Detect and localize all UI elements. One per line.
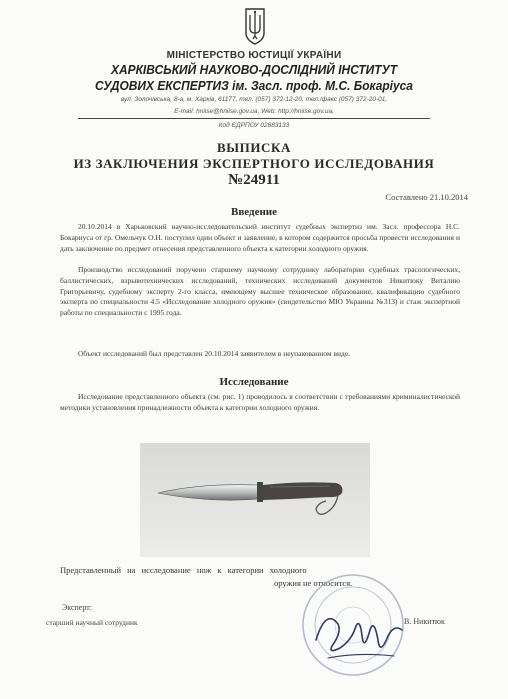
handwritten-signature-icon [308,596,408,676]
letterhead-divider [78,118,430,119]
intro-heading: Введение [230,206,278,218]
institute-name-line2: СУДОВИХ ЕКСПЕРТИЗ ім. Засл. проф. М.С. Бокаріуса [95,78,413,93]
document-title: ВЫПИСКА [216,140,292,155]
document-subtitle: ИЗ ЗАКЛЮЧЕНИЯ ЭКСПЕРТНОГО ИССЛЕДОВАНИЯ [73,156,435,171]
ministry-name: МІНІСТЕРСТВО ЮСТИЦІЇ УКРАЇНИ [166,50,342,61]
knife-photo-icon [140,443,370,557]
research-heading: Исследование [219,376,289,388]
intro-paragraph-2: Производство исследований поручено старшему научному сотруднику лаборатории судебных трасологических, баллистических, взрывотехнических исследований, технических исследований документов Никитюку Виталию Григорьевичу, судебному эксперту 2-го класса, имеющему высшее техническое образование, квалификацию судебного эксперта по специальности 4.5 «Исследование холодного оружия» (свидетельство МЮ Украины №313) и стаж экспертной работы по специальности с 1995 года. [60,265,460,318]
expert-label: Эксперт: [62,603,92,612]
institute-email-web: E-mail: hniise@hniise.gov.ua, Web: http://hniise.gov.ua, [174,108,334,115]
document-number: №24911 [228,172,280,188]
compiled-date: Составлено 21.10.2014 [385,192,468,202]
intro-paragraph-1: 20.10.2014 в Харьковский научно-исследовательский институт судебных экспертиз им. Засл. профессора Н.С. Бокариуса от гр. Омельчук О.Н. поступил один объект и заявление, в котором содержится просьба провести исследования и дать заключение по предмет отнесения представленного объекта к категории холодного оружия. [60,222,460,253]
institute-address: вул. Золочівська, 8-а, м. Харків, 61177, тел. (057) 372-12-20, тел./факс (057) 372-20-01, [120,96,388,103]
intro-paragraph-3: Объект исследований был представлен 20.10.2014 заявителем в неупакованном виде. [78,349,351,358]
expert-name: В. Никитюк [404,617,445,626]
expert-position: старший научный сотрудник [46,618,138,627]
ukraine-trident-emblem-icon [244,6,266,46]
conclusion-line-2: оружия не относится. [274,578,353,588]
research-paragraph: Исследование представленного объекта (см. рис. 1) проводилось в соответствии с требованиями криминалистической методики установления принадлежности объекта к категории холодного оружия. [60,392,460,412]
institute-name-line1: ХАРКІВСЬКИЙ НАУКОВО-ДОСЛІДНИЙ ІНСТИТУТ [110,62,398,77]
institute-edrpou-code: Код ЄДРПОУ 02883133 [218,122,290,129]
conclusion-line-1: Представленный на исследование нож к категории холодного [60,565,307,575]
